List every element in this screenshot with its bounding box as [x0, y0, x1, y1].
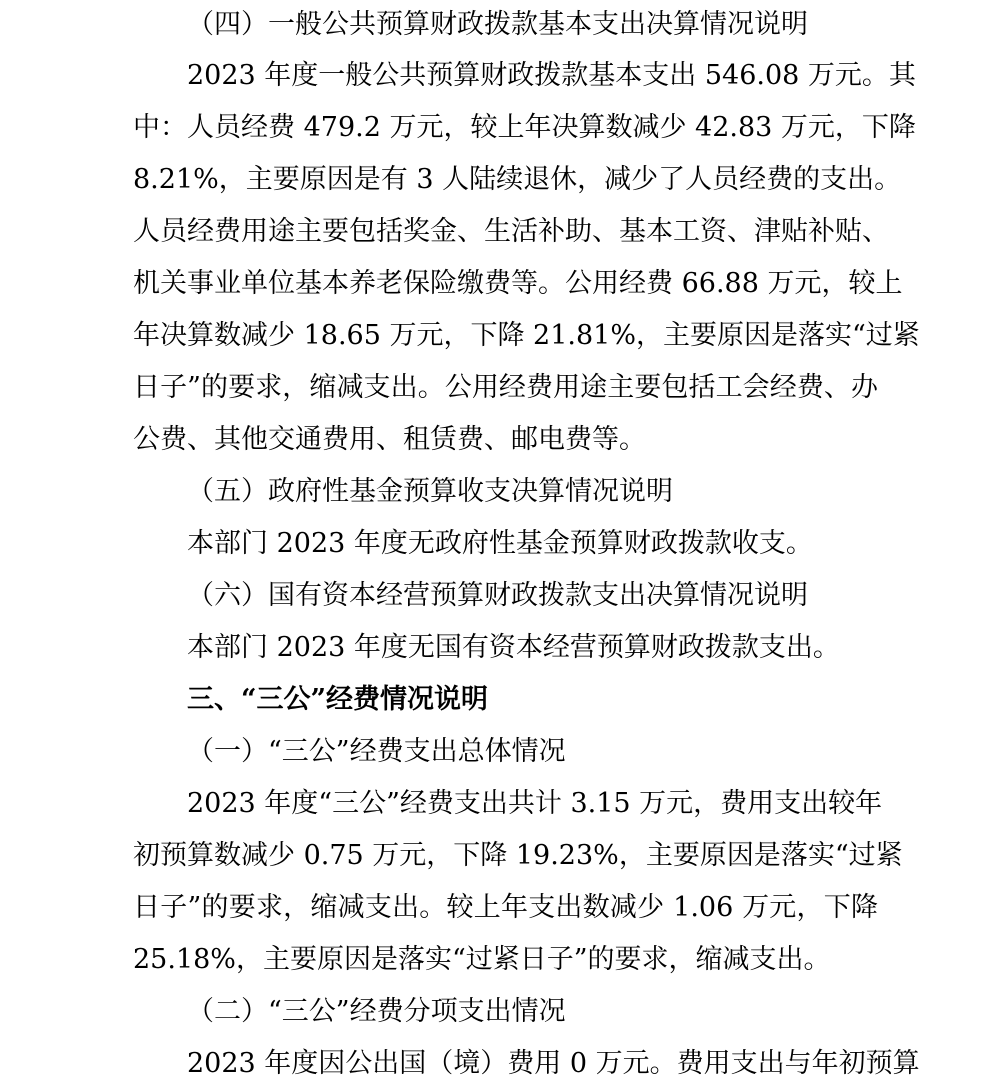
- section-title-three-public: 三、“三公”经费情况说明: [187, 684, 489, 715]
- heading-basic-expenditure: （四）一般公共预算财政拨款基本支出决算情况说明: [187, 9, 808, 40]
- heading-three-public-itemized: （二）“三公”经费分项支出情况: [187, 996, 566, 1027]
- heading-three-public-overall: （一）“三公”经费支出总体情况: [187, 736, 566, 767]
- paragraph-line: 日子”的要求，缩减支出。较上年支出数减少 1.06 万元，下降: [133, 892, 878, 923]
- paragraph-line: 初预算数减少 0.75 万元，下降 19.23%，主要原因是落实“过紧: [133, 840, 903, 871]
- paragraph-line: 2023 年度“三公”经费支出共计 3.15 万元，费用支出较年: [187, 788, 883, 819]
- heading-government-fund: （五）政府性基金预算收支决算情况说明: [187, 476, 673, 507]
- paragraph-line: 本部门 2023 年度无国有资本经营预算财政拨款支出。: [187, 632, 840, 663]
- paragraph-line: 日子”的要求，缩减支出。公用经费用途主要包括工会经费、办: [133, 372, 878, 403]
- paragraph-line: 2023 年度因公出国（境）费用 0 万元。费用支出与年初预算: [187, 1048, 920, 1079]
- paragraph-line: 中：人员经费 479.2 万元，较上年决算数减少 42.83 万元，下降: [133, 112, 916, 143]
- paragraph-line: 25.18%，主要原因是落实“过紧日子”的要求，缩减支出。: [133, 944, 831, 975]
- heading-state-capital: （六）国有资本经营预算财政拨款支出决算情况说明: [187, 580, 808, 611]
- paragraph-line: 本部门 2023 年度无政府性基金预算财政拨款收支。: [187, 528, 813, 559]
- paragraph-line: 8.21%，主要原因是有 3 人陆续退休，减少了人员经费的支出。: [133, 164, 902, 195]
- paragraph-line: 人员经费用途主要包括奖金、生活补助、基本工资、津贴补贴、: [133, 216, 889, 247]
- paragraph-line: 机关事业单位基本养老保险缴费等。公用经费 66.88 万元，较上: [133, 268, 903, 299]
- paragraph-line: 公费、其他交通费用、租赁费、邮电费等。: [133, 424, 646, 455]
- paragraph-line: 2023 年度一般公共预算财政拨款基本支出 546.08 万元。其: [187, 60, 916, 91]
- paragraph-line: 年决算数减少 18.65 万元，下降 21.81%，主要原因是落实“过紧: [133, 320, 920, 351]
